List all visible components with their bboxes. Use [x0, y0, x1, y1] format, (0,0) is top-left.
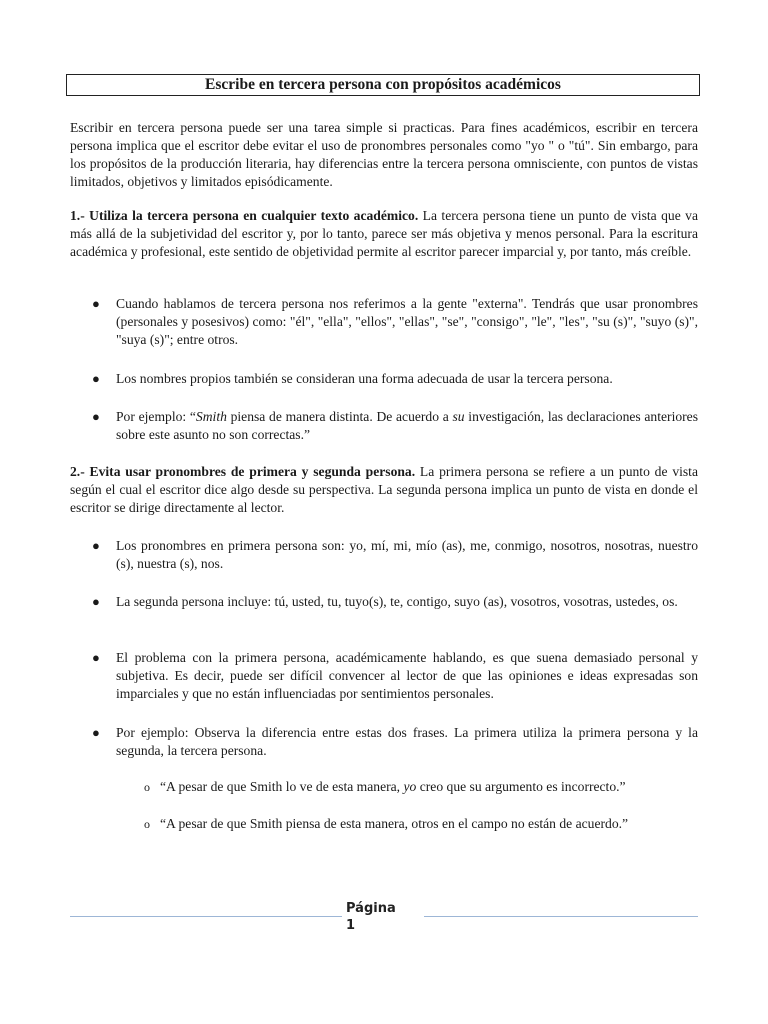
example-name: Smith	[195, 409, 227, 424]
intro-text: Escribir en tercera persona puede ser una tarea simple si practicas. Para fines académicos, escribir en tercera persona implica que el escritor debe evitar el uso de pronombres personales como "yo " o "tú". Sin embargo, para los propósitos de la producción literaria, hay diferencias entre la tercera persona omnisciente, con puntos de vistas limitados, objetivos y limitados episódicamente.	[70, 120, 698, 189]
bullet-icon: ●	[92, 650, 100, 665]
section-1-heading: 1.- Utiliza la tercera persona en cualquier texto académico.	[70, 208, 419, 223]
bullet-text: La segunda persona incluye: tú, usted, tu, tuyo(s), te, contigo, suyo (as), vosotros, vosotras, ustedes, os.	[116, 594, 678, 609]
bullet-icon: ●	[92, 538, 100, 553]
bullet-icon: ●	[92, 725, 100, 740]
page-number-footer	[346, 900, 416, 934]
section-1-paragraph	[70, 207, 698, 261]
example-pronoun: su	[452, 409, 465, 424]
sub-list-item	[70, 815, 698, 833]
example-text: Por ejemplo: “Smith piensa de manera distinta. De acuerdo a su investigación, las declaraciones anteriores sobre este asunto no son correctas.”	[116, 409, 698, 442]
sub-item-text: “A pesar de que Smith lo ve de esta manera, yo creo que su argumento es incorrecto.”	[160, 779, 626, 794]
list-item	[70, 649, 698, 703]
footer-rule-left	[70, 916, 342, 917]
page-label: Página	[346, 901, 396, 916]
bullet-text: Los nombres propios también se consideran una forma adecuada de usar la tercera persona.	[116, 371, 613, 386]
sub-item-emphasis: yo	[403, 779, 417, 794]
footer-rule-right	[424, 916, 698, 917]
section-1-text: La tercera persona tiene un punto de vista que va más allá de la subjetividad del escritor y, por lo tanto, parece ser más objetiva y menos personal. Para la escritura académica y profesional, este sentido de objetividad permite al escritor parecer imparcial y, por tanto, más creíble.	[70, 208, 698, 259]
section-2-text: La primera persona se refiere a un punto de vista según el cual el escritor dice algo desde su perspectiva. La segunda persona implica un punto de vista en donde el escritor se dirige directamente al lector.	[70, 464, 698, 515]
sub-bullet-marker: o	[144, 817, 150, 831]
page-number: 1	[346, 918, 356, 933]
bullet-text: Los pronombres en primera persona son: yo, mí, mi, mío (as), me, conmigo, nosotros, nosotras, nuestro (s), nuestra (s), nos.	[116, 538, 698, 571]
section-2-paragraph	[70, 463, 698, 517]
list-item	[70, 370, 698, 388]
document-title: Escribe en tercera persona con propósitos académicos	[66, 74, 700, 96]
list-item	[70, 724, 698, 760]
bullet-icon: ●	[92, 296, 100, 311]
bullet-text: Por ejemplo: Observa la diferencia entre estas dos frases. La primera utiliza la primera persona y la segunda, la tercera persona.	[116, 725, 698, 758]
bullet-text: El problema con la primera persona, académicamente hablando, es que suena demasiado personal y subjetiva. Es decir, puede ser difícil convencer al lector de que las opiniones e ideas expresadas son imparciales y que no están influenciadas por sentimientos personales.	[116, 650, 698, 701]
bullet-icon: ●	[92, 409, 100, 424]
list-item	[70, 295, 698, 349]
bullet-text: Cuando hablamos de tercera persona nos referimos a la gente "externa". Tendrás que usar pronombres (personales y posesivos) como: "él", "ella", "ellos", "ellas", "se", "consigo", "le", "les", "su (s)", "suyo (s)", "suya (s)"; entre otros.	[116, 296, 698, 347]
intro-paragraph	[70, 119, 698, 191]
sub-item-text: “A pesar de que Smith piensa de esta manera, otros en el campo no están de acuerdo.”	[160, 816, 629, 831]
bullet-icon: ●	[92, 594, 100, 609]
bullet-icon: ●	[92, 371, 100, 386]
list-item	[70, 593, 698, 611]
list-item	[70, 537, 698, 573]
list-item	[70, 408, 698, 444]
section-2-heading: 2.- Evita usar pronombres de primera y segunda persona.	[70, 464, 416, 479]
sub-list-item	[70, 778, 698, 796]
sub-bullet-marker: o	[144, 780, 150, 794]
